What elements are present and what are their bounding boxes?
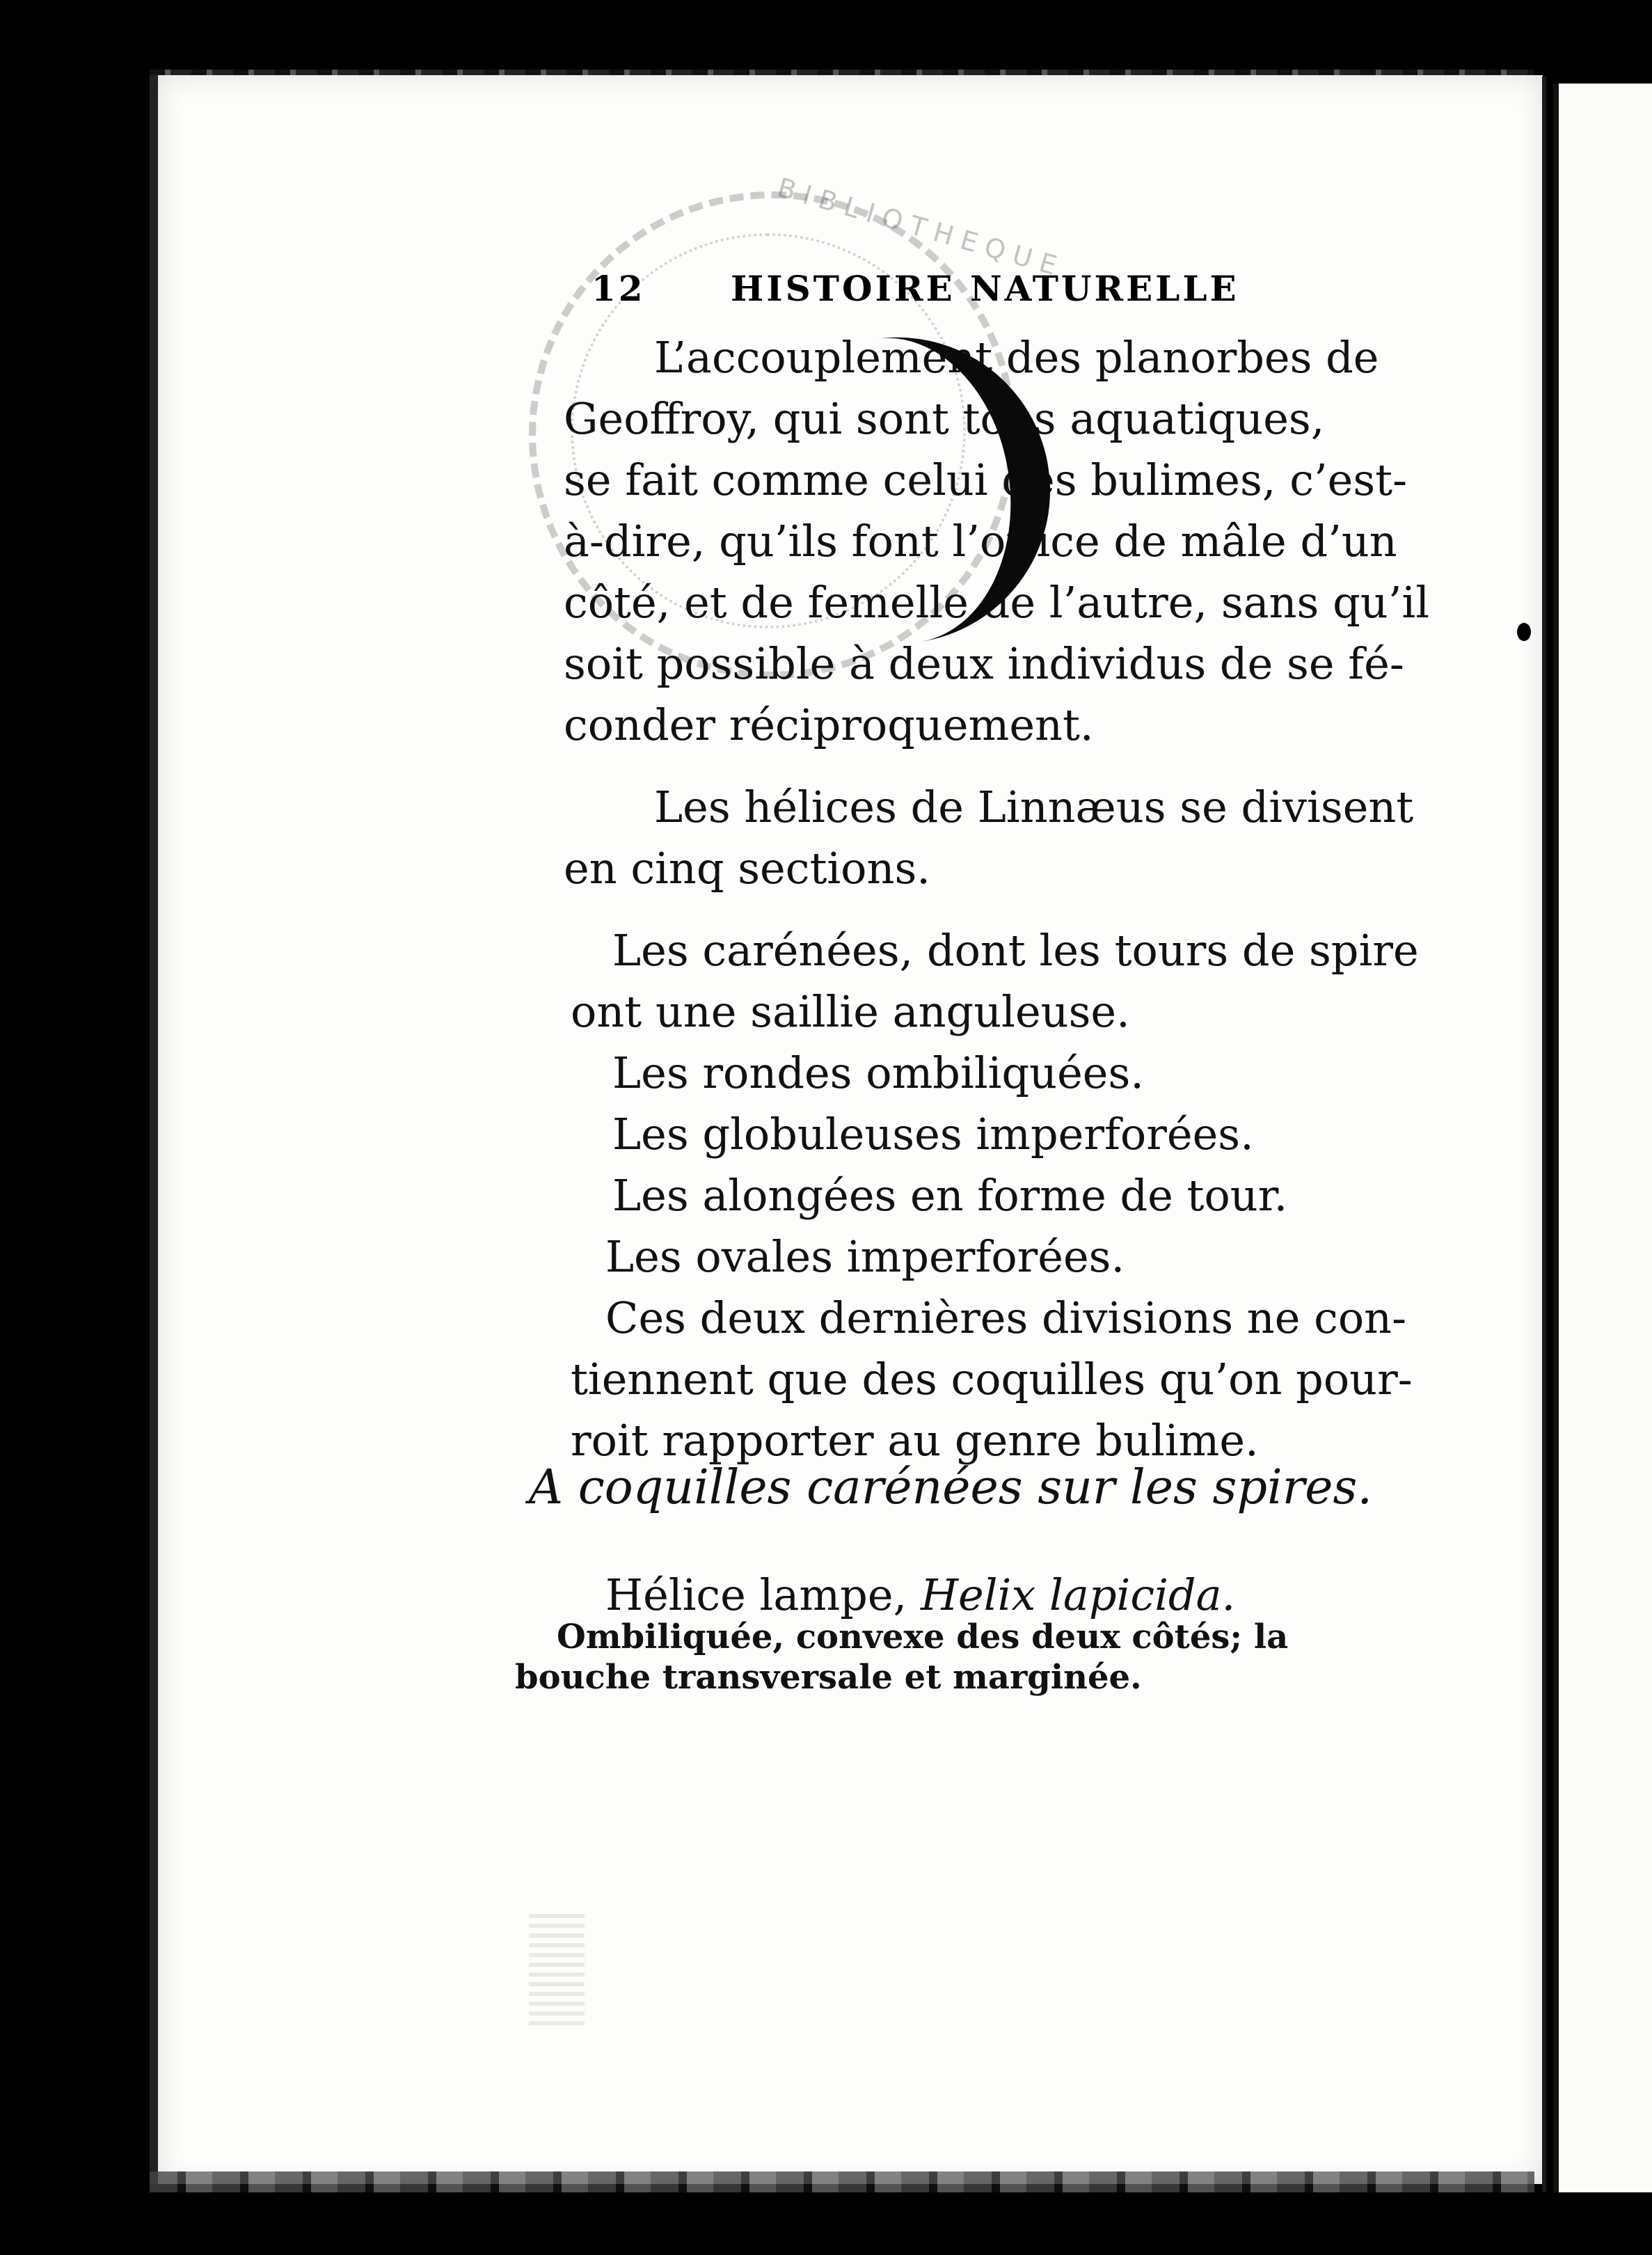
text-line: soit possible à deux individus de se fé-: [564, 638, 1404, 689]
paragraph: [578, 1165, 1378, 1226]
species-latin-name: Helix lapicida.: [920, 1569, 1236, 1620]
text-line: Les ovales imperforées.: [605, 1231, 1125, 1282]
paragraph: [571, 1288, 1413, 1471]
species-common-name: Hélice lampe,: [605, 1569, 907, 1620]
paragraph: [571, 920, 1419, 1043]
description-line: Ombiliquée, convexe des deux côtés; la: [557, 1617, 1289, 1656]
library-stamp-lettering: BIBLIOTHEQUE: [774, 171, 1068, 284]
page-edge-line: [1542, 77, 1546, 2192]
text-line: à-dire, qu’ils font l’office de mâle d’un: [564, 516, 1397, 567]
text-line: Les globuleuses imperforées.: [612, 1109, 1254, 1160]
page-header: [585, 268, 1253, 324]
species-description: [515, 1617, 1385, 1698]
text-line: ont une saillie anguleuse.: [571, 986, 1130, 1037]
text-line: Les rondes ombiliquées.: [612, 1047, 1145, 1098]
text-line: en cinq sections.: [564, 843, 930, 894]
text-line: Geoffroy, qui sont tous aquatiques,: [564, 393, 1325, 444]
text-line: Les alongées en forme de tour.: [612, 1170, 1288, 1221]
text-line: tiennent que des coquilles qu’on pour-: [571, 1354, 1413, 1405]
paragraph: [564, 777, 1414, 899]
page-number: 12: [591, 268, 646, 309]
text-line: se fait comme celui des bulimes, c’est-: [564, 454, 1408, 505]
section-heading: A coquilles carénées sur les spires.: [529, 1460, 1372, 1515]
text-line: Les hélices de Linnæus se divisent: [654, 782, 1414, 832]
text-line: côté, et de femelle de l’autre, sans qu’il: [564, 577, 1430, 628]
text-line: Les carénées, dont les tours de spire: [612, 925, 1419, 976]
paragraph: [578, 1104, 1378, 1165]
paper-stain: [529, 1914, 585, 2025]
ink-spot: [1517, 623, 1531, 641]
page-bottom-edge: [150, 2171, 1534, 2192]
text-line: roit rapporter au genre bulime.: [571, 1415, 1259, 1466]
text-line: L’accouplement des planorbes de: [654, 332, 1379, 383]
running-title: HISTOIRE NATURELLE: [731, 268, 1239, 309]
species-name: [605, 1569, 1371, 1620]
text-line: conder réciproquement.: [564, 699, 1094, 750]
text-line: Ces deux dernières divisions ne con-: [605, 1292, 1407, 1343]
adjacent-page-edge: [1553, 84, 1652, 2192]
paragraph: [578, 1043, 1378, 1104]
description-line: bouche transversale et marginée.: [515, 1658, 1142, 1697]
paragraph: [578, 1226, 1378, 1288]
